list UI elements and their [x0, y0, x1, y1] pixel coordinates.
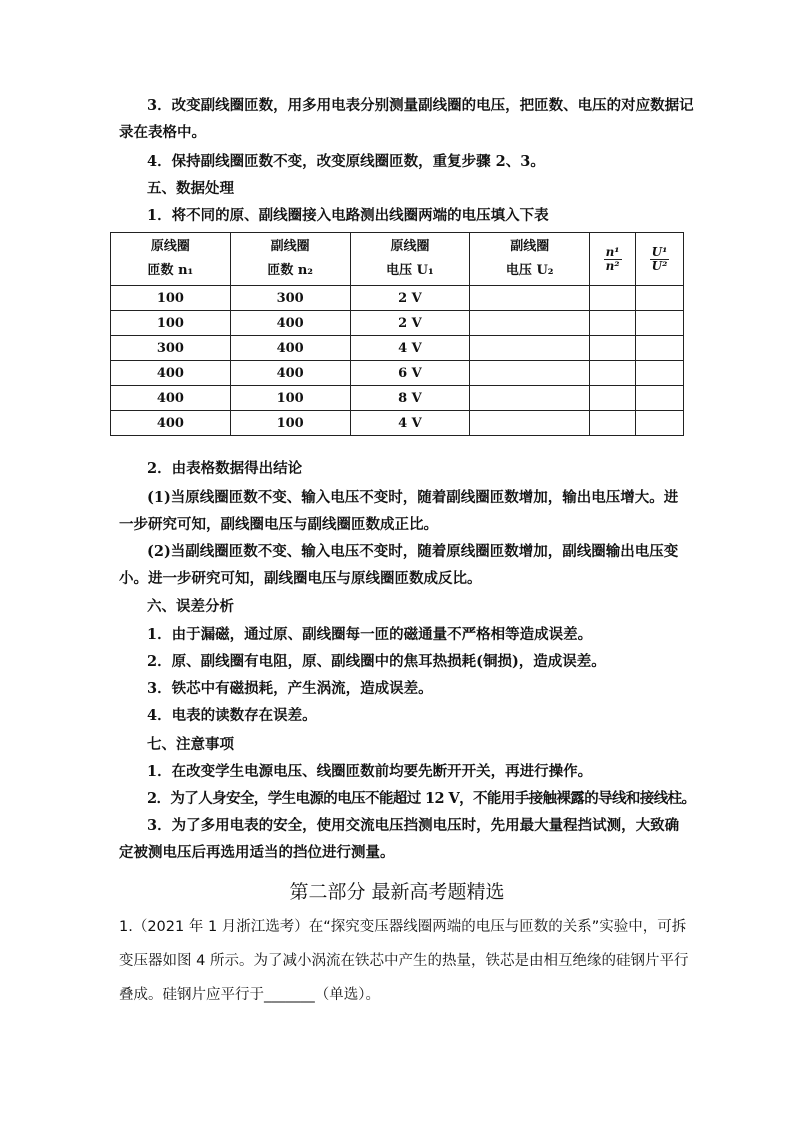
- table-cell: [636, 336, 684, 361]
- header-n2: [230, 233, 350, 286]
- table-cell: [636, 361, 684, 386]
- precaution-1: 1．在改变学生电源电压、线圈匝数前均要先断开开关，再进行操作。: [147, 763, 593, 780]
- table-cell: 8 V: [350, 386, 470, 411]
- data-table: [110, 232, 684, 436]
- header-ratio-n: [590, 233, 636, 286]
- ratio-u-numerator: U¹: [651, 244, 668, 259]
- header-n1-line1: 原线圈: [150, 239, 190, 254]
- table-row: [111, 311, 684, 336]
- table-cell: [470, 286, 590, 311]
- header-u2-line1: 副线圈: [510, 239, 550, 254]
- table-cell: 6 V: [350, 361, 470, 386]
- precautions-heading: 七、注意事项: [147, 736, 234, 753]
- conclusion-heading: 2．由表格数据得出结论: [147, 460, 303, 477]
- header-u1-line2: 电压 U₁: [386, 263, 434, 278]
- table-cell: 300: [230, 286, 350, 311]
- table-cell: [470, 336, 590, 361]
- step3-line1: 3．改变副线圈匝数，用多用电表分别测量副线圈的电压，把匝数、电压的对应数据记: [147, 97, 694, 114]
- table-cell: [470, 411, 590, 436]
- header-n2-line2: 匝数 n₂: [267, 263, 313, 278]
- table-cell: [590, 361, 636, 386]
- table-cell: 400: [111, 361, 231, 386]
- table-cell: 400: [230, 336, 350, 361]
- table-cell: [590, 411, 636, 436]
- precaution-2: 2．为了人身安全，学生电源的电压不能超过 12 V，不能用手接触裸露的导线和接线柱。: [147, 790, 696, 807]
- table-cell: 100: [230, 411, 350, 436]
- table-row: [111, 411, 684, 436]
- table-cell: [636, 386, 684, 411]
- data-processing-item1: 1．将不同的原、副线圈接入电路测出线圈两端的电压填入下表: [147, 207, 549, 224]
- header-u1-line1: 原线圈: [390, 239, 430, 254]
- table-row: [111, 336, 684, 361]
- table-cell: 300: [111, 336, 231, 361]
- table-cell: [470, 311, 590, 336]
- table-cell: [636, 311, 684, 336]
- ratio-n-numerator: n¹: [605, 244, 620, 259]
- error-item-4: 4．电表的读数存在误差。: [147, 707, 317, 724]
- header-u2: [470, 233, 590, 286]
- table-cell: [636, 411, 684, 436]
- question-1: 1.（2021 年 1 月浙江选考）在“探究变压器线圈两端的电压与匝数的关系”实验中，可拆变压器如图 4 所示。为了减小涡流在铁芯中产生的热量，铁芯是由相互绝缘的硅钢片平行叠成。硅钢片应平行于_______（单选）。: [119, 919, 689, 1003]
- error-item-3: 3．铁芯中有磁损耗，产生涡流，造成误差。: [147, 680, 433, 697]
- table-cell: [590, 311, 636, 336]
- error-item-2: 2．原、副线圈有电阻，原、副线圈中的焦耳热损耗(铜损)，造成误差。: [147, 653, 606, 670]
- step3-line2: 录在表格中。: [119, 124, 206, 141]
- header-n1-line2: 匝数 n₁: [147, 263, 194, 278]
- ratio-u-denominator: U²: [651, 258, 668, 273]
- table-cell: [590, 386, 636, 411]
- table-cell: 400: [230, 361, 350, 386]
- table-header-row: [111, 233, 684, 286]
- table-cell: [590, 286, 636, 311]
- table-cell: 400: [230, 311, 350, 336]
- precaution-3: 3．为了多用电表的安全，使用交流电压挡测电压时，先用最大量程挡试测，大致确定被测电压后再选用适当的挡位进行测量。: [119, 817, 680, 861]
- error-item-1: 1．由于漏磁，通过原、副线圈每一匝的磁通量不严格相等造成误差。: [147, 626, 593, 643]
- part2-title: 第二部分 最新高考题精选: [289, 881, 505, 903]
- table-row: [111, 361, 684, 386]
- table-cell: 100: [230, 386, 350, 411]
- table-cell: 4 V: [350, 336, 470, 361]
- ratio-n-denominator: n²: [605, 258, 620, 273]
- table-cell: 100: [111, 311, 231, 336]
- table-cell: 4 V: [350, 411, 470, 436]
- table-cell: 2 V: [350, 286, 470, 311]
- table-cell: 400: [111, 411, 231, 436]
- header-n1: [111, 233, 231, 286]
- conclusion-1: (1)当原线圈匝数不变、输入电压不变时，随着副线圈匝数增加，输出电压增大。进一步研究可知，副线圈电压与副线圈匝数成正比。: [119, 489, 679, 533]
- ratio-n-fraction: [604, 246, 622, 273]
- header-n2-line1: 副线圈: [270, 239, 310, 254]
- error-analysis-heading: 六、误差分析: [147, 598, 234, 615]
- table-row: [111, 386, 684, 411]
- table-cell: 400: [111, 386, 231, 411]
- conclusion-2: (2)当副线圈匝数不变、输入电压不变时，随着原线圈匝数增加，副线圈输出电压变小。进一步研究可知，副线圈电压与原线圈匝数成反比。: [119, 543, 679, 587]
- table-cell: [470, 386, 590, 411]
- table-cell: [636, 286, 684, 311]
- header-ratio-u: [636, 233, 684, 286]
- table-body: [111, 286, 684, 436]
- table-row: [111, 286, 684, 311]
- header-u1: [350, 233, 470, 286]
- header-u2-line2: 电压 U₂: [505, 263, 554, 278]
- ratio-u-fraction: [650, 246, 670, 273]
- data-processing-heading: 五、数据处理: [147, 180, 234, 197]
- step4: 4．保持副线圈匝数不变，改变原线圈匝数，重复步骤 2、3。: [147, 153, 545, 170]
- table-cell: 2 V: [350, 311, 470, 336]
- table-cell: [590, 336, 636, 361]
- table-cell: [470, 361, 590, 386]
- table-cell: 100: [111, 286, 231, 311]
